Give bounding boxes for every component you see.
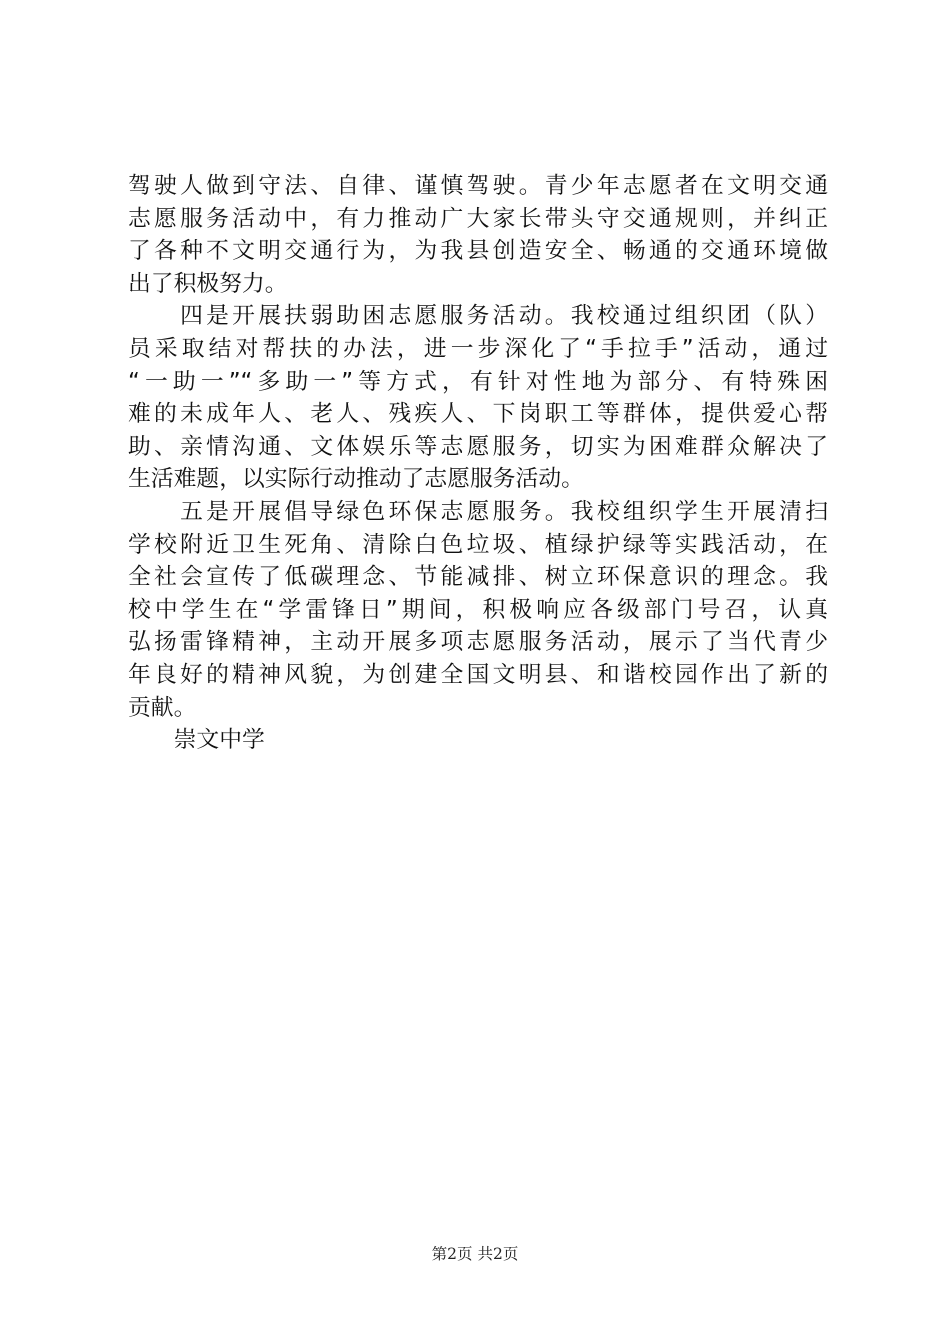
text-line: 生活难题，以实际行动推动了志愿服务活动。 [128,466,584,493]
text-line: 贡献。 [128,694,197,721]
text-line: 驾驶人做到守法、自律、谨慎驾驶。青少年志愿者在文明交通 [128,173,828,199]
document-body [128,170,828,757]
signature-line: 崇文中学 [128,727,265,754]
text-line: 弘扬雷锋精神，主动开展多项志愿服务活动，展示了当代青少 [128,629,828,656]
page-number-footer: 第2页 共2页 [431,1245,519,1263]
text-line: 员采取结对帮扶的办法，进一步深化了“手拉手”活动，通过 [128,335,828,362]
text-line: 年良好的精神风貌，为创建全国文明县、和谐校园作出了新的 [128,661,828,688]
text-line: 五是开展倡导绿色环保志愿服务。我校组织学生开展清扫 [128,498,828,525]
text-line: 志愿服务活动中，有力推动广大家长带头守交通规则，并纠正 [128,205,828,232]
text-line: 了各种不文明交通行为，为我县创造安全、畅通的交通环境做 [128,238,828,265]
text-line: 学校附近卫生死角、清除白色垃圾、植绿护绿等实践活动，在 [128,531,828,558]
text-line: “一助一”“多助一”等方式，有针对性地为部分、有特殊困 [128,368,828,395]
text-line: 校中学生在“学雷锋日”期间，积极响应各级部门号召，认真 [128,596,828,623]
text-line: 出了积极努力。 [128,270,288,297]
text-line: 全社会宣传了低碳理念、节能减排、树立环保意识的理念。我 [128,564,828,591]
text-line: 难的未成年人、老人、残疾人、下岗职工等群体，提供爱心帮 [128,401,828,428]
text-line: 四是开展扶弱助困志愿服务活动。我校通过组织团（队） [128,303,828,330]
text-line: 助、亲情沟通、文体娱乐等志愿服务，切实为困难群众解决了 [128,433,828,460]
